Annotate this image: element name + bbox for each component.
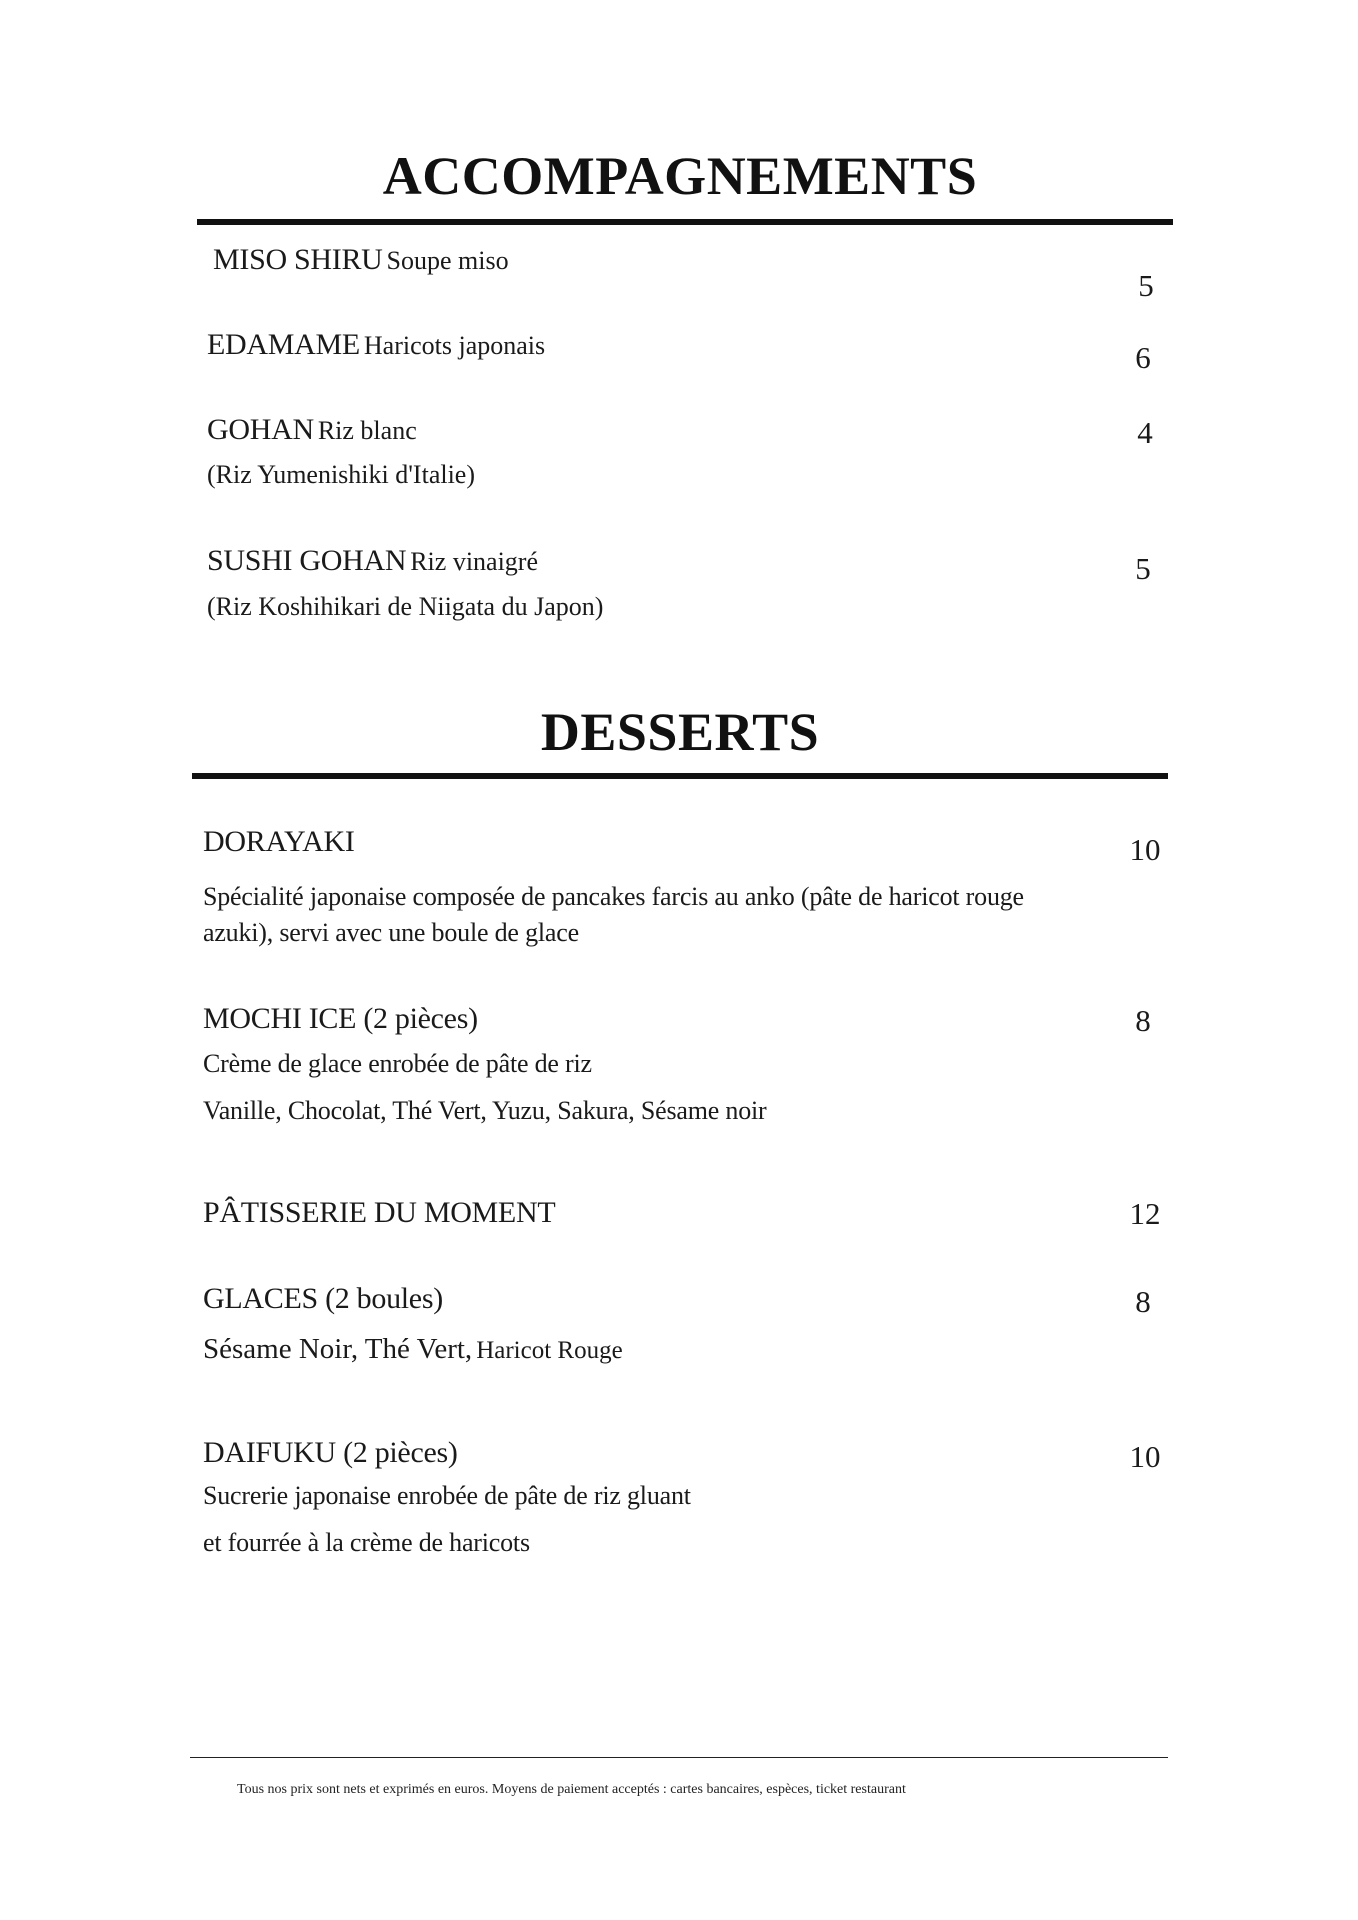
menu-item-glaces: GLACES (2 boules) xyxy=(203,1282,443,1315)
section-divider xyxy=(192,773,1168,779)
item-description: Vanille, Chocolat, Thé Vert, Yuzu, Sakura, Sésame noir xyxy=(203,1096,767,1125)
item-name: EDAMAME xyxy=(207,328,360,361)
section-divider xyxy=(197,219,1173,225)
menu-item-edamame xyxy=(207,328,545,362)
menu-item-gohan xyxy=(207,413,417,447)
item-note: (Riz Yumenishiki d'Italie) xyxy=(207,460,475,489)
flavors-extra: Haricot Rouge xyxy=(476,1337,623,1364)
item-description: Sucrerie japonaise enrobée de pâte de riz gluant xyxy=(203,1481,691,1510)
menu-item-mochi-ice: MOCHI ICE (2 pièces) xyxy=(203,1002,478,1035)
section-title-desserts: DESSERTS xyxy=(540,702,820,762)
item-flavors xyxy=(203,1333,623,1366)
item-description: et fourrée à la crème de haricots xyxy=(203,1528,530,1557)
item-price: 8 xyxy=(1135,1003,1151,1038)
item-name: GOHAN xyxy=(207,413,314,446)
item-price: 10 xyxy=(1129,1439,1161,1474)
item-name: MISO SHIRU xyxy=(213,243,383,276)
item-price: 5 xyxy=(1135,551,1151,586)
footer-note: Tous nos prix sont nets et exprimés en euros. Moyens de paiement acceptés : cartes bancaires, espèces, ticket restaurant xyxy=(237,1782,906,1797)
menu-item-sushi-gohan xyxy=(207,544,538,578)
flavors-main: Sésame Noir, Thé Vert, xyxy=(203,1333,473,1365)
item-price: 12 xyxy=(1129,1196,1161,1231)
item-description: Crème de glace enrobée de pâte de riz xyxy=(203,1049,592,1078)
menu-item-daifuku: DAIFUKU (2 pièces) xyxy=(203,1436,458,1469)
item-price: 4 xyxy=(1137,415,1153,450)
item-price: 10 xyxy=(1129,832,1161,867)
item-price: 6 xyxy=(1135,340,1151,375)
item-description: azuki), servi avec une boule de glace xyxy=(203,918,579,947)
menu-item-dorayaki: DORAYAKI xyxy=(203,825,355,858)
menu-item-miso-shiru xyxy=(213,243,509,277)
item-price: 5 xyxy=(1138,268,1154,303)
item-note: (Riz Koshihikari de Niigata du Japon) xyxy=(207,592,604,621)
item-subtitle: Riz vinaigré xyxy=(410,547,539,576)
menu-item-patisserie: PÂTISSERIE DU MOMENT xyxy=(203,1196,556,1229)
item-price: 8 xyxy=(1135,1284,1151,1319)
footer-divider xyxy=(190,1757,1168,1758)
item-description: Spécialité japonaise composée de pancakes farcis au anko (pâte de haricot rouge xyxy=(203,882,1024,911)
section-title-accompagnements: ACCOMPAGNEMENTS xyxy=(382,146,978,206)
item-subtitle: Riz blanc xyxy=(317,416,417,445)
item-subtitle: Soupe miso xyxy=(386,246,509,275)
item-subtitle: Haricots japonais xyxy=(363,331,546,360)
item-name: SUSHI GOHAN xyxy=(207,544,407,577)
